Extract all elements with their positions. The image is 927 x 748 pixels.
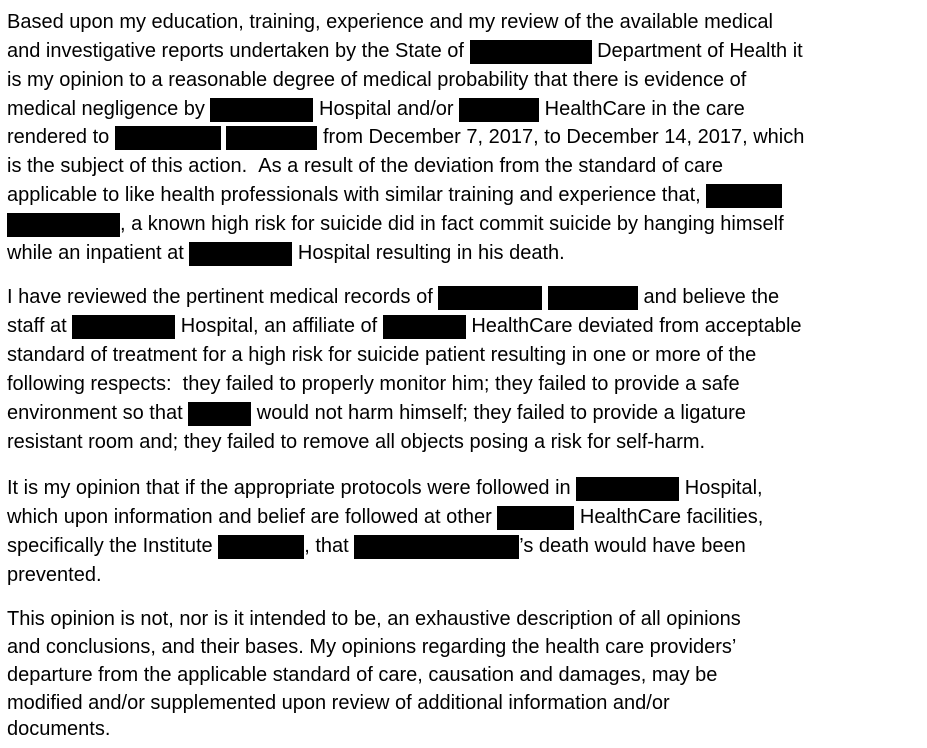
redaction-block bbox=[72, 315, 175, 339]
redaction-block bbox=[189, 242, 292, 266]
redaction-block bbox=[226, 126, 317, 150]
redaction-block bbox=[459, 98, 539, 122]
paragraph-3-line-1 bbox=[7, 474, 763, 503]
paragraph-3-line-4 bbox=[7, 561, 102, 590]
text-fragment: staff at bbox=[7, 315, 73, 337]
paragraph-1-line-1 bbox=[7, 8, 773, 37]
redaction-block bbox=[354, 535, 519, 559]
paragraph-2-line-3 bbox=[7, 341, 756, 370]
redaction-block bbox=[115, 126, 221, 150]
text-fragment: Based upon my education, training, experience and my review of the available medical bbox=[7, 11, 773, 33]
redaction-block bbox=[218, 535, 304, 559]
text-fragment: HealthCare deviated from acceptable bbox=[465, 315, 802, 337]
paragraph-4-line-1 bbox=[7, 605, 741, 634]
paragraph-4-line-5 bbox=[7, 715, 110, 744]
text-fragment: specifically the Institute bbox=[7, 535, 219, 557]
redaction-block bbox=[7, 213, 120, 237]
redaction-block bbox=[470, 40, 592, 64]
text-fragment: Hospital, an affiliate of bbox=[175, 315, 383, 337]
paragraph-3-line-3 bbox=[7, 532, 746, 561]
text-fragment: standard of treatment for a high risk for suicide patient resulting in one or more of the bbox=[7, 344, 757, 366]
paragraph-1-line-3 bbox=[7, 66, 746, 95]
text-fragment: resistant room and; they failed to remove all objects posing a risk for self-harm. bbox=[7, 431, 706, 453]
redaction-block bbox=[438, 286, 542, 310]
paragraph-1-line-6 bbox=[7, 152, 723, 181]
text-fragment: Hospital resulting in his death. bbox=[292, 242, 565, 264]
text-fragment: which upon information and belief are followed at other bbox=[7, 506, 498, 528]
text-fragment: departure from the applicable standard of care, causation and damages, may be bbox=[7, 664, 718, 686]
text-fragment: is the subject of this action. As a result of the deviation from the standard of care bbox=[7, 155, 723, 177]
text-fragment: and conclusions, and their bases. My opinions regarding the health care providers’ bbox=[7, 636, 737, 658]
text-fragment: Department of Health it bbox=[591, 40, 803, 62]
text-fragment: HealthCare in the care bbox=[539, 98, 745, 120]
redaction-block bbox=[548, 286, 638, 310]
paragraph-1-line-4 bbox=[7, 95, 745, 124]
paragraph-2-line-5 bbox=[7, 399, 746, 428]
redaction-block bbox=[210, 98, 313, 122]
text-fragment: from December 7, 2017, to December 14, 2017, which bbox=[317, 126, 805, 148]
redaction-block bbox=[497, 506, 574, 530]
redaction-block bbox=[576, 477, 679, 501]
paragraph-1-line-5 bbox=[7, 123, 804, 152]
text-fragment: modified and/or supplemented upon review of additional information and/or bbox=[7, 692, 670, 714]
paragraph-2-line-4 bbox=[7, 370, 740, 399]
text-fragment: Hospital, bbox=[679, 477, 763, 499]
text-fragment: HealthCare facilities, bbox=[574, 506, 764, 528]
redaction-block bbox=[188, 402, 251, 426]
text-fragment: ’s death would have been bbox=[519, 535, 746, 557]
redaction-block bbox=[383, 315, 466, 339]
paragraph-4-line-3 bbox=[7, 661, 717, 690]
text-fragment: would not harm himself; they failed to provide a ligature bbox=[251, 402, 746, 424]
paragraph-1-line-7 bbox=[7, 181, 782, 210]
text-fragment: and believe the bbox=[637, 286, 780, 308]
text-fragment: , that bbox=[304, 535, 355, 557]
text-fragment: It is my opinion that if the appropriate protocols were followed in bbox=[7, 477, 577, 499]
paragraph-2-line-2 bbox=[7, 312, 802, 341]
text-fragment: following respects: they failed to properly monitor him; they failed to provide a safe bbox=[7, 373, 740, 395]
text-fragment: and investigative reports undertaken by the State of bbox=[7, 40, 470, 62]
text-fragment: prevented. bbox=[7, 564, 102, 586]
text-fragment: rendered to bbox=[7, 126, 115, 148]
text-fragment: Hospital and/or bbox=[313, 98, 460, 120]
text-fragment: is my opinion to a reasonable degree of medical probability that there is evidence of bbox=[7, 69, 747, 91]
paragraph-4-line-2 bbox=[7, 633, 736, 662]
paragraph-3-line-2 bbox=[7, 503, 763, 532]
text-fragment: while an inpatient at bbox=[7, 242, 190, 264]
text-fragment: applicable to like health professionals with similar training and experience that, bbox=[7, 184, 701, 206]
text-fragment: This opinion is not, nor is it intended to be, an exhaustive description of all opinions bbox=[7, 608, 741, 630]
text-fragment: medical negligence by bbox=[7, 98, 211, 120]
paragraph-4-line-4 bbox=[7, 689, 670, 718]
paragraph-1-line-8 bbox=[7, 210, 784, 239]
text-fragment: environment so that bbox=[7, 402, 189, 424]
paragraph-1-line-2 bbox=[7, 37, 803, 66]
paragraph-2-line-6 bbox=[7, 428, 705, 457]
paragraph-2-line-1 bbox=[7, 283, 779, 312]
text-fragment: documents. bbox=[7, 718, 111, 740]
redaction-block bbox=[706, 184, 782, 208]
text-fragment: , a known high risk for suicide did in fact commit suicide by hanging himself bbox=[120, 213, 784, 235]
paragraph-1-line-9 bbox=[7, 239, 565, 268]
text-fragment: I have reviewed the pertinent medical records of bbox=[7, 286, 439, 308]
